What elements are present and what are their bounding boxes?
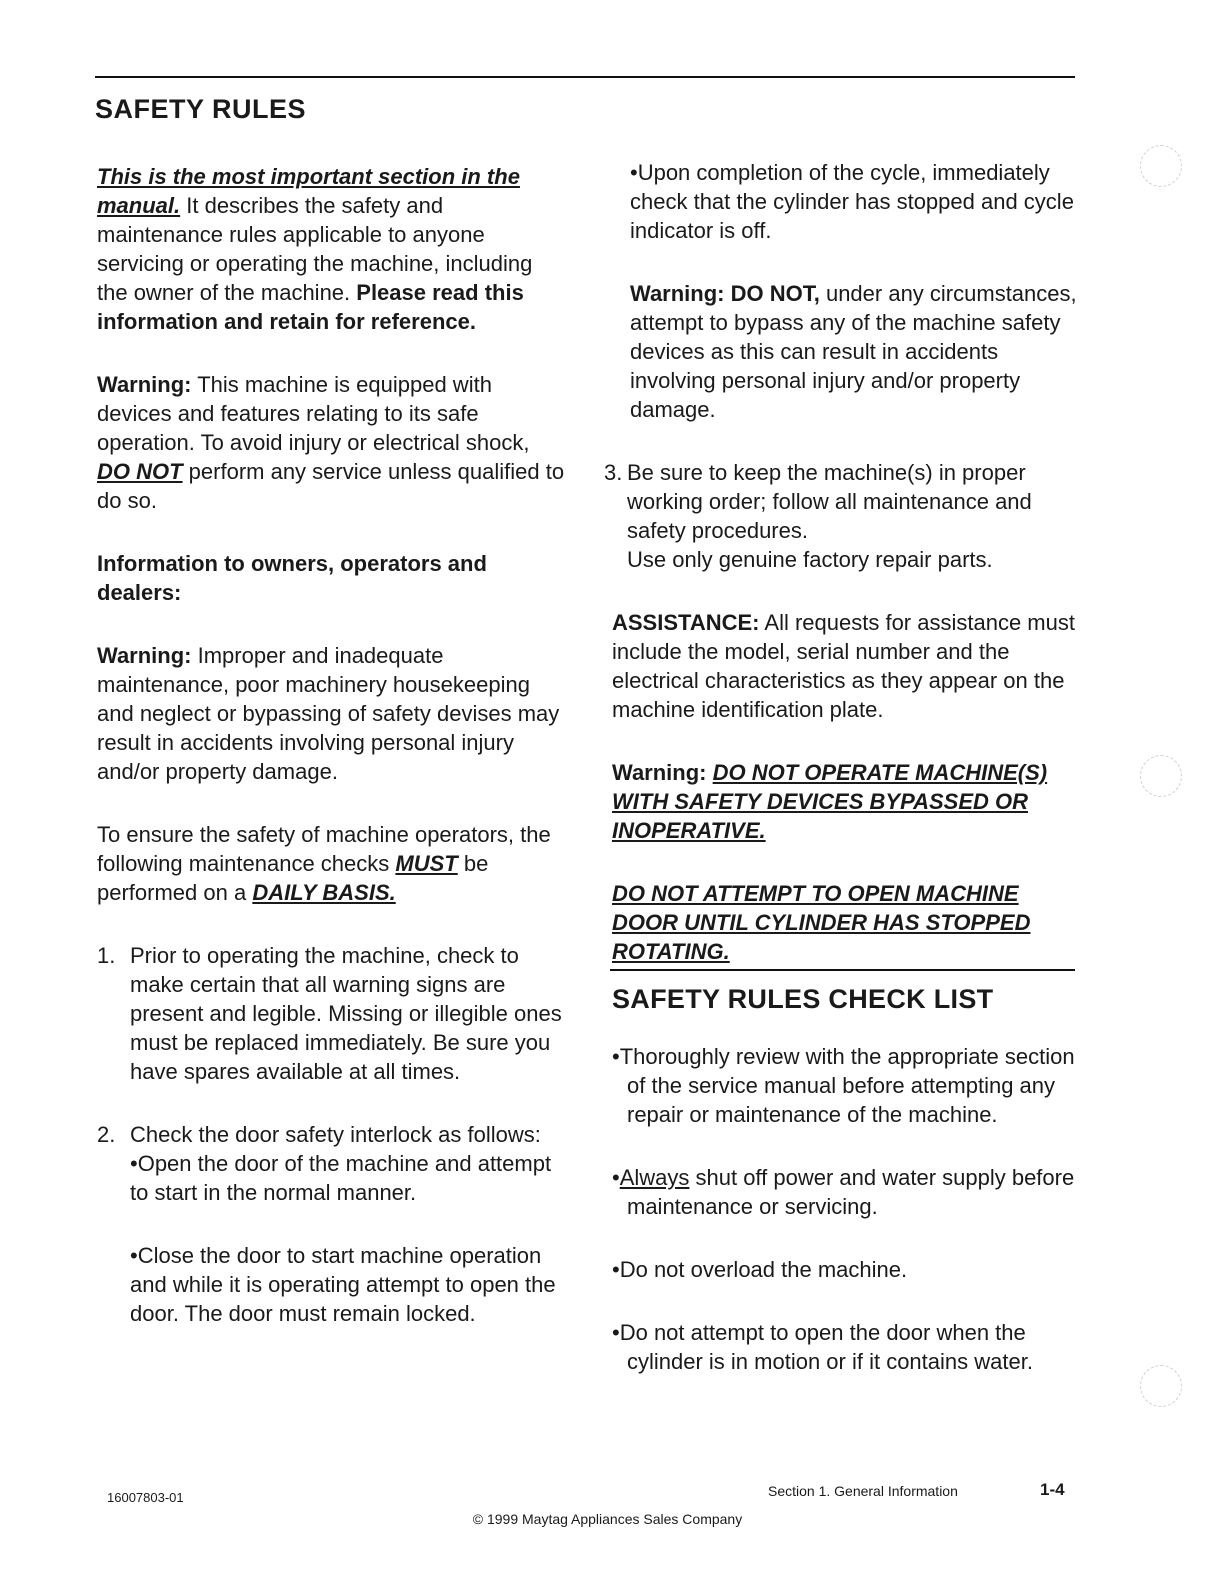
left-column [97, 162, 567, 1328]
punch-hole-mark [1140, 755, 1182, 797]
checklist-title: SAFETY RULES CHECK LIST [612, 984, 994, 1014]
list-item-2-continued [612, 158, 1077, 424]
checklist-item [612, 1163, 1082, 1221]
checklist-item: •Do not attempt to open the door when the cylinder is in motion or if it contains water. [612, 1320, 1033, 1374]
warning-text: perform any service unless qualified to do so. [97, 459, 565, 513]
warning-label: Warning: [97, 372, 192, 397]
warning-paragraph-3 [630, 279, 1077, 424]
ensure-paragraph [97, 820, 567, 907]
section-rule [610, 969, 1075, 971]
ensure-text: be performed on a [97, 851, 489, 905]
punch-hole-mark [1140, 1365, 1182, 1407]
warning-emphasis: DO NOT [97, 459, 183, 484]
intro-bold: Please read this information and retain for reference. [97, 280, 524, 334]
item-text: Use only genuine factory repair parts. [627, 547, 993, 572]
assistance-label: ASSISTANCE: [612, 610, 760, 635]
daily-basis-emphasis: DAILY BASIS. [252, 880, 396, 905]
copyright: © 1999 Maytag Appliances Sales Company [472, 1511, 743, 1527]
punch-hole-mark [1140, 145, 1182, 187]
assistance-text: All requests for assistance must include the model, serial number and the electrical characteristics as they appear on the machine identification plate. [612, 610, 1075, 722]
intro-lead: This is the most important section in the manual. [97, 164, 520, 218]
list-item-1 [97, 941, 567, 1086]
always-emphasis: Always [619, 1165, 690, 1190]
warning-text: Improper and inadequate maintenance, poor machinery housekeeping and neglect or bypassing of safety devises may result in accidents involving personal injury and/or property damage. [97, 643, 560, 784]
doc-number: 16007803-01 [107, 1490, 184, 1505]
item-number: 1. [97, 943, 116, 968]
warning-paragraph-1 [97, 370, 567, 515]
warning-emphasis: DO NOT, [724, 281, 820, 306]
warning-label: Warning: [612, 760, 707, 785]
must-emphasis: MUST [395, 851, 458, 876]
bullet-glyph: • [612, 1165, 620, 1190]
warning-label: Warning: [630, 281, 725, 306]
page-title: SAFETY RULES [95, 94, 307, 124]
section-label: Section 1. General Information [768, 1483, 958, 1499]
door-warning: DO NOT ATTEMPT TO OPEN MACHINE DOOR UNTIL CYLINDER HAS STOPPED ROTATING. [612, 881, 1031, 964]
warning-text: This machine is equipped with devices and features relating to its safe operation. To avoid injury or electrical shock, [97, 372, 530, 455]
intro-text: It describes the safety and maintenance rules applicable to anyone servicing or operating the machine, including the owner of the machine. [97, 193, 533, 305]
top-rule [95, 76, 1075, 78]
sub-bullet-close-door: •Close the door to start machine operation and while it is operating attempt to open the door. The door must remain locked. [130, 1243, 556, 1326]
warning-paragraph-4 [612, 758, 1077, 845]
checklist [612, 1042, 1082, 1376]
warning-paragraph-2 [97, 641, 567, 786]
warning-label: Warning: [97, 643, 192, 668]
item-text: Check the door safety interlock as follows: [130, 1122, 541, 1147]
checklist-text: shut off power and water supply before maintenance or servicing. [627, 1165, 1075, 1219]
item-number: 3. [604, 460, 623, 485]
list-item-3 [604, 458, 1077, 574]
sub-bullet-open-door: •Open the door of the machine and attempt to start in the normal manner. [130, 1151, 552, 1205]
checklist-item: •Thoroughly review with the appropriate section of the service manual before attempting any repair or maintenance of the machine. [612, 1044, 1075, 1127]
ensure-text: To ensure the safety of machine operators, the following maintenance checks [97, 822, 551, 876]
assistance-paragraph [612, 608, 1077, 724]
checklist-item: •Do not overload the machine. [612, 1257, 908, 1282]
intro-paragraph [97, 162, 567, 336]
list-item-2 [97, 1120, 567, 1328]
page-number: 1-4 [1040, 1480, 1065, 1499]
sub-bullet-completion: •Upon completion of the cycle, immediately check that the cylinder has stopped and cycle indicator is off. [630, 160, 1074, 243]
info-heading: Information to owners, operators and dealers: [97, 551, 487, 605]
item-text: Prior to operating the machine, check to make certain that all warning signs are present and legible. Missing or illegible ones must be replaced immediately. Be sure you have spares available at all times. [130, 943, 562, 1084]
warning-text: under any circumstances, attempt to bypass any of the machine safety devices as this can result in accidents involving personal injury and/or property damage. [630, 281, 1077, 422]
right-column [604, 158, 1077, 966]
warning-emphasis: DO NOT OPERATE MACHINE(S) WITH SAFETY DEVICES BYPASSED OR INOPERATIVE. [612, 760, 1048, 843]
item-text: Be sure to keep the machine(s) in proper working order; follow all maintenance and safety procedures. [627, 460, 1032, 543]
item-number: 2. [97, 1122, 116, 1147]
